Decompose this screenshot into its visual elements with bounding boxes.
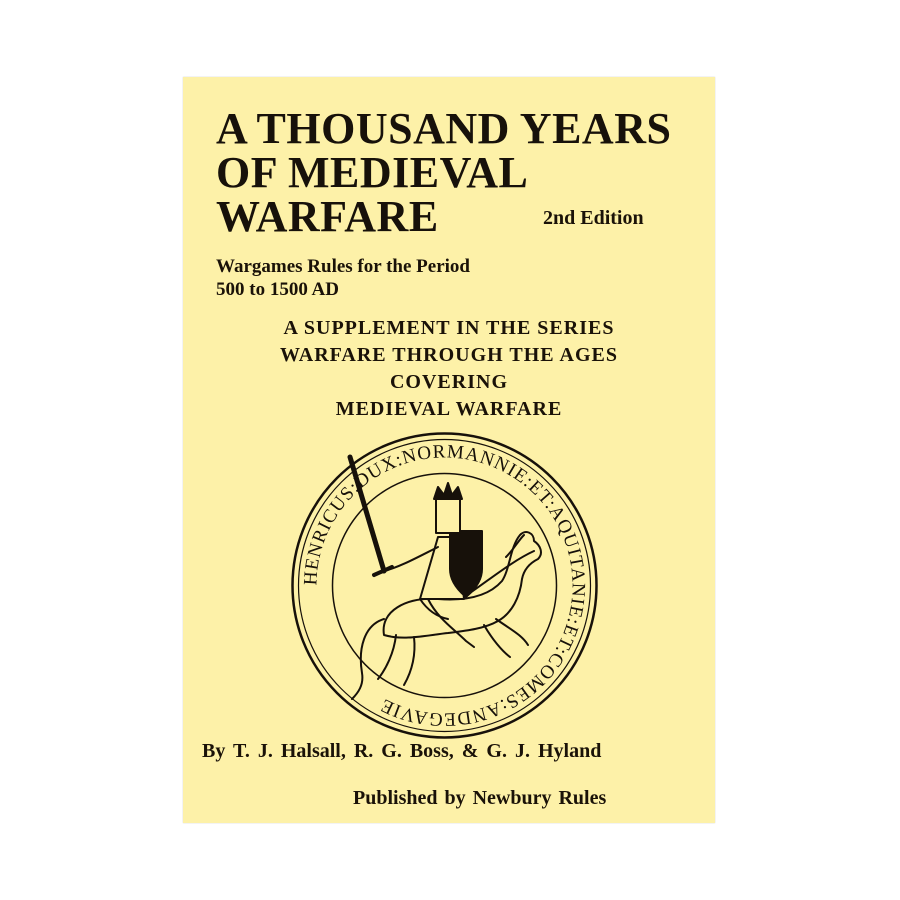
subtitle-line-1: Wargames Rules for the Period [216,256,470,277]
supplement-line-1: A SUPPLEMENT IN THE SERIES [283,317,615,339]
edition-label: 2nd Edition [543,207,644,229]
supplement-line-3: COVERING [389,371,508,393]
publisher: Published by Newbury Rules [353,787,607,809]
seal-inscription: HENRICUS:DUX:NORMANNIE:ET:AQUITANIE:ET:COMES:ANDEGAVIE [300,441,589,730]
authors: By T. J. Halsall, R. G. Boss, & G. J. Hyland [202,740,602,762]
subtitle-line-2: 500 to 1500 AD [216,279,339,300]
equestrian-seal-icon [288,429,601,742]
subtitle [216,255,470,301]
supplement-line-4: MEDIEVAL WARFARE [335,398,563,420]
title-line-1: A THOUSAND YEARS [216,104,672,153]
book-cover [183,77,715,823]
supplement-line-2: WARFARE THROUGH THE AGES [280,344,618,366]
supplement-text [183,315,715,423]
title-line-3: WARFARE [216,192,439,241]
title-line-2: OF MEDIEVAL [216,148,529,197]
